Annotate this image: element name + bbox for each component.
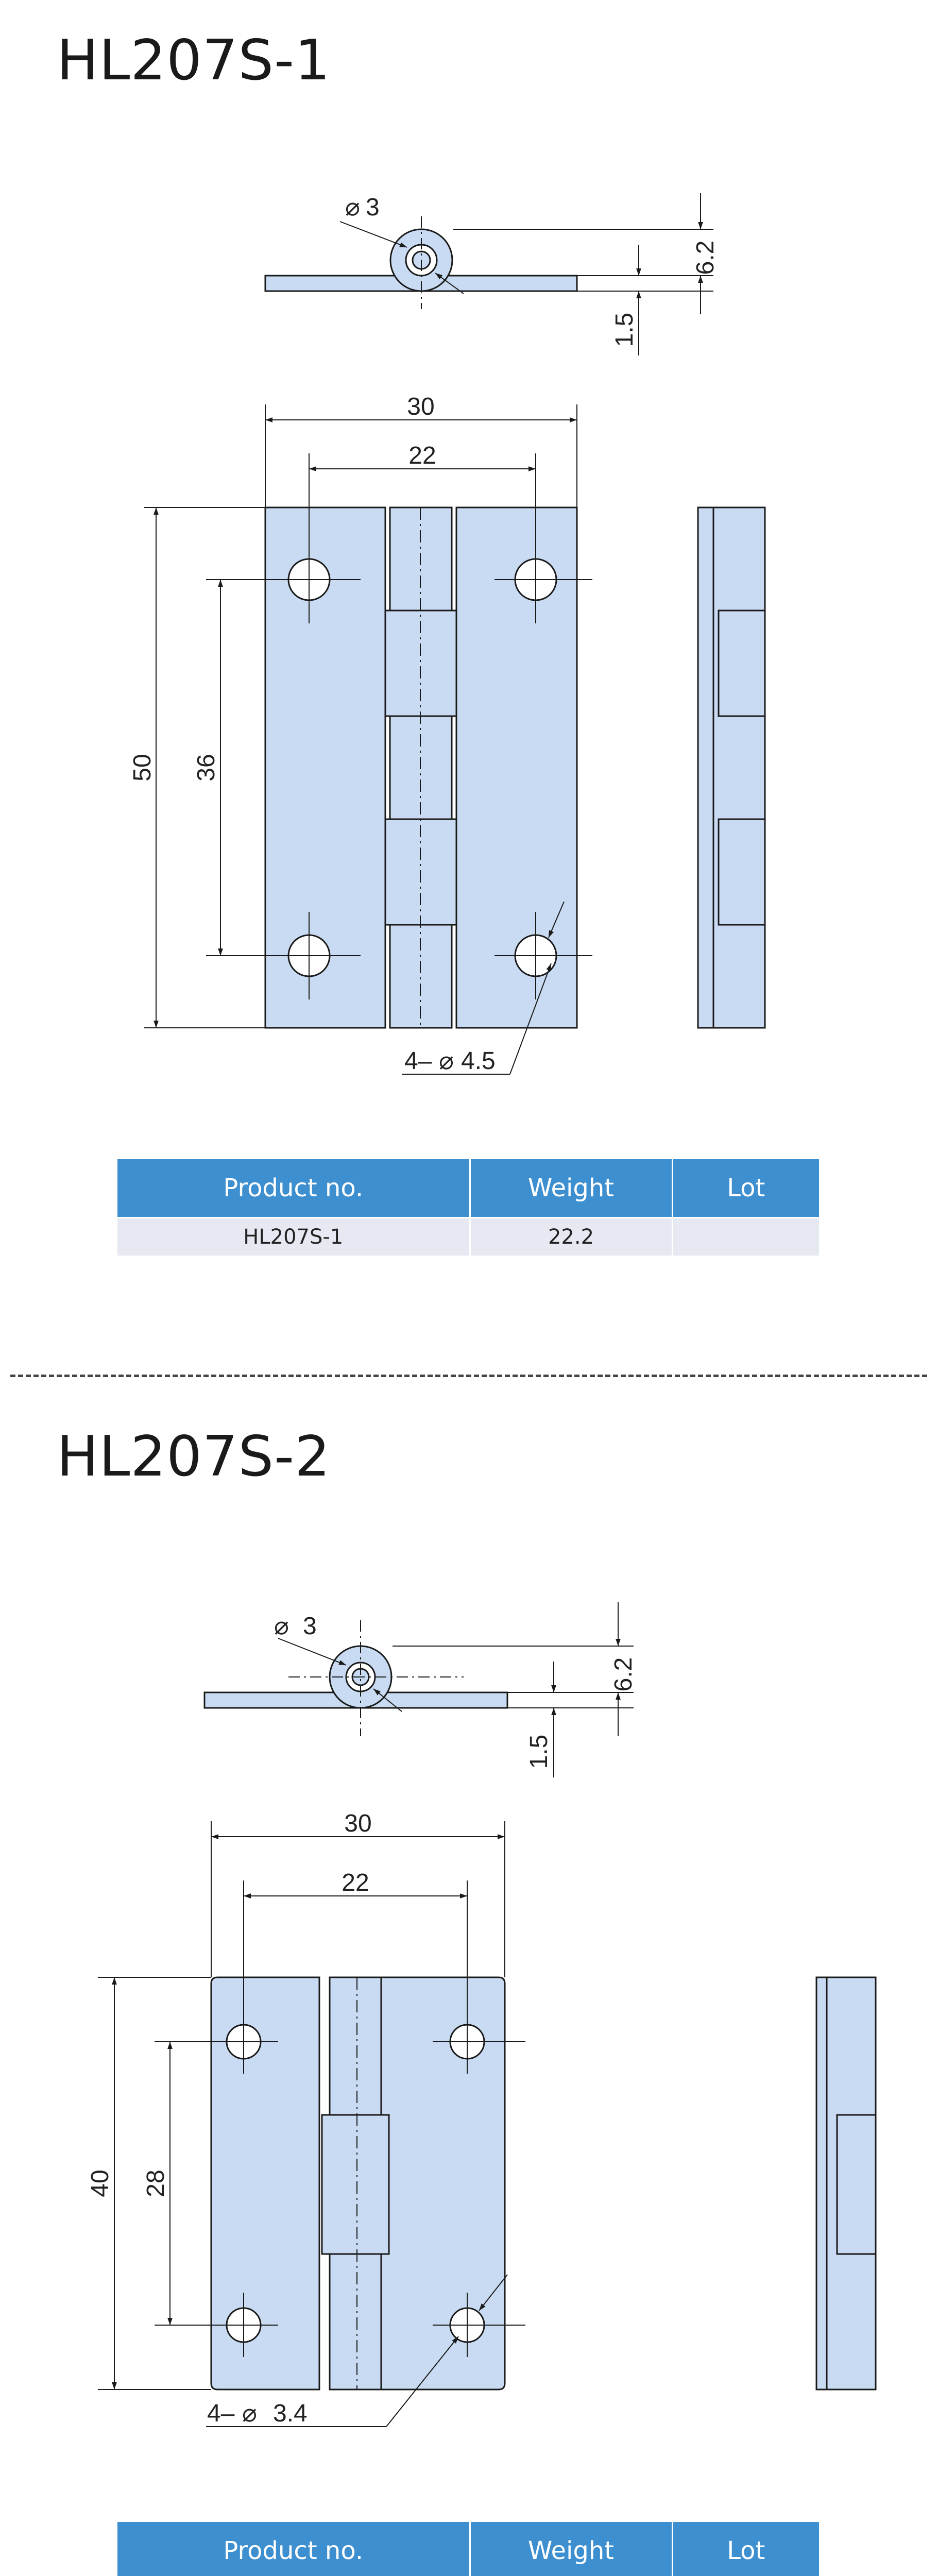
- hole-dia-label: 4.5: [461, 1047, 496, 1075]
- header-lot: Lot: [672, 1159, 819, 1218]
- header-weight: Weight: [470, 2522, 672, 2576]
- thickness-label: 1.5: [611, 312, 638, 347]
- table-header-row: [117, 1159, 819, 1218]
- product-title-2: HL207S-2: [57, 1425, 331, 1489]
- pin-dia-symbol: ⌀: [274, 1613, 289, 1640]
- header-product-no: Product no.: [117, 1159, 470, 1218]
- hole-pitch-x-label: 22: [408, 442, 436, 469]
- cell-lot: [672, 1218, 819, 1256]
- length-label: 50: [129, 754, 156, 782]
- holes-count-label: 4–: [404, 1047, 432, 1075]
- pin-dia-label: 3: [303, 1613, 317, 1640]
- width-label: 30: [344, 1810, 372, 1837]
- side-view-2: [816, 1977, 876, 2389]
- width-label: 30: [407, 393, 435, 420]
- hole-pitch-y-label: 28: [142, 2170, 169, 2197]
- header-weight: Weight: [470, 1159, 672, 1218]
- length-label: 40: [87, 2170, 114, 2197]
- pin-dia-symbol: ⌀: [345, 194, 360, 221]
- hinge-drawing-1: [0, 0, 938, 1092]
- spec-table-2: [117, 2522, 819, 2576]
- height-label: 6.2: [610, 1657, 637, 1692]
- product-title-1: HL207S-1: [57, 28, 331, 93]
- section-divider: [10, 1375, 927, 1377]
- hole-dia-symbol: ⌀: [242, 2400, 257, 2427]
- hole-dia-symbol: ⌀: [439, 1047, 454, 1075]
- side-body: [698, 507, 765, 1028]
- knuckle-segment: [322, 2115, 389, 2254]
- holes-count-label: 4–: [207, 2400, 235, 2427]
- header-lot: Lot: [672, 2522, 819, 2576]
- side-view-1: [698, 507, 765, 1028]
- thickness-label: 1.5: [525, 1734, 553, 1769]
- cell-weight: 22.2: [470, 1218, 672, 1256]
- spec-table-1: [117, 1159, 819, 1256]
- header-product-no: Product no.: [117, 2522, 470, 2576]
- top-view-dims-2: [278, 1602, 634, 1777]
- side-knuckle: [719, 819, 765, 925]
- height-label: 6.2: [692, 240, 719, 275]
- table-header-row: [117, 2522, 819, 2576]
- hinge-drawing-2: [0, 1520, 938, 2488]
- cell-product-no: HL207S-1: [117, 1218, 470, 1256]
- hole-pitch-x-label: 22: [342, 1869, 369, 1896]
- table-row: [117, 1218, 819, 1256]
- side-knuckle: [719, 611, 765, 716]
- side-knuckle: [837, 2115, 876, 2254]
- pin-dia-label: 3: [366, 194, 380, 221]
- hole-dia-label: 3.4: [273, 2400, 308, 2427]
- hole-pitch-y-label: 36: [193, 754, 220, 782]
